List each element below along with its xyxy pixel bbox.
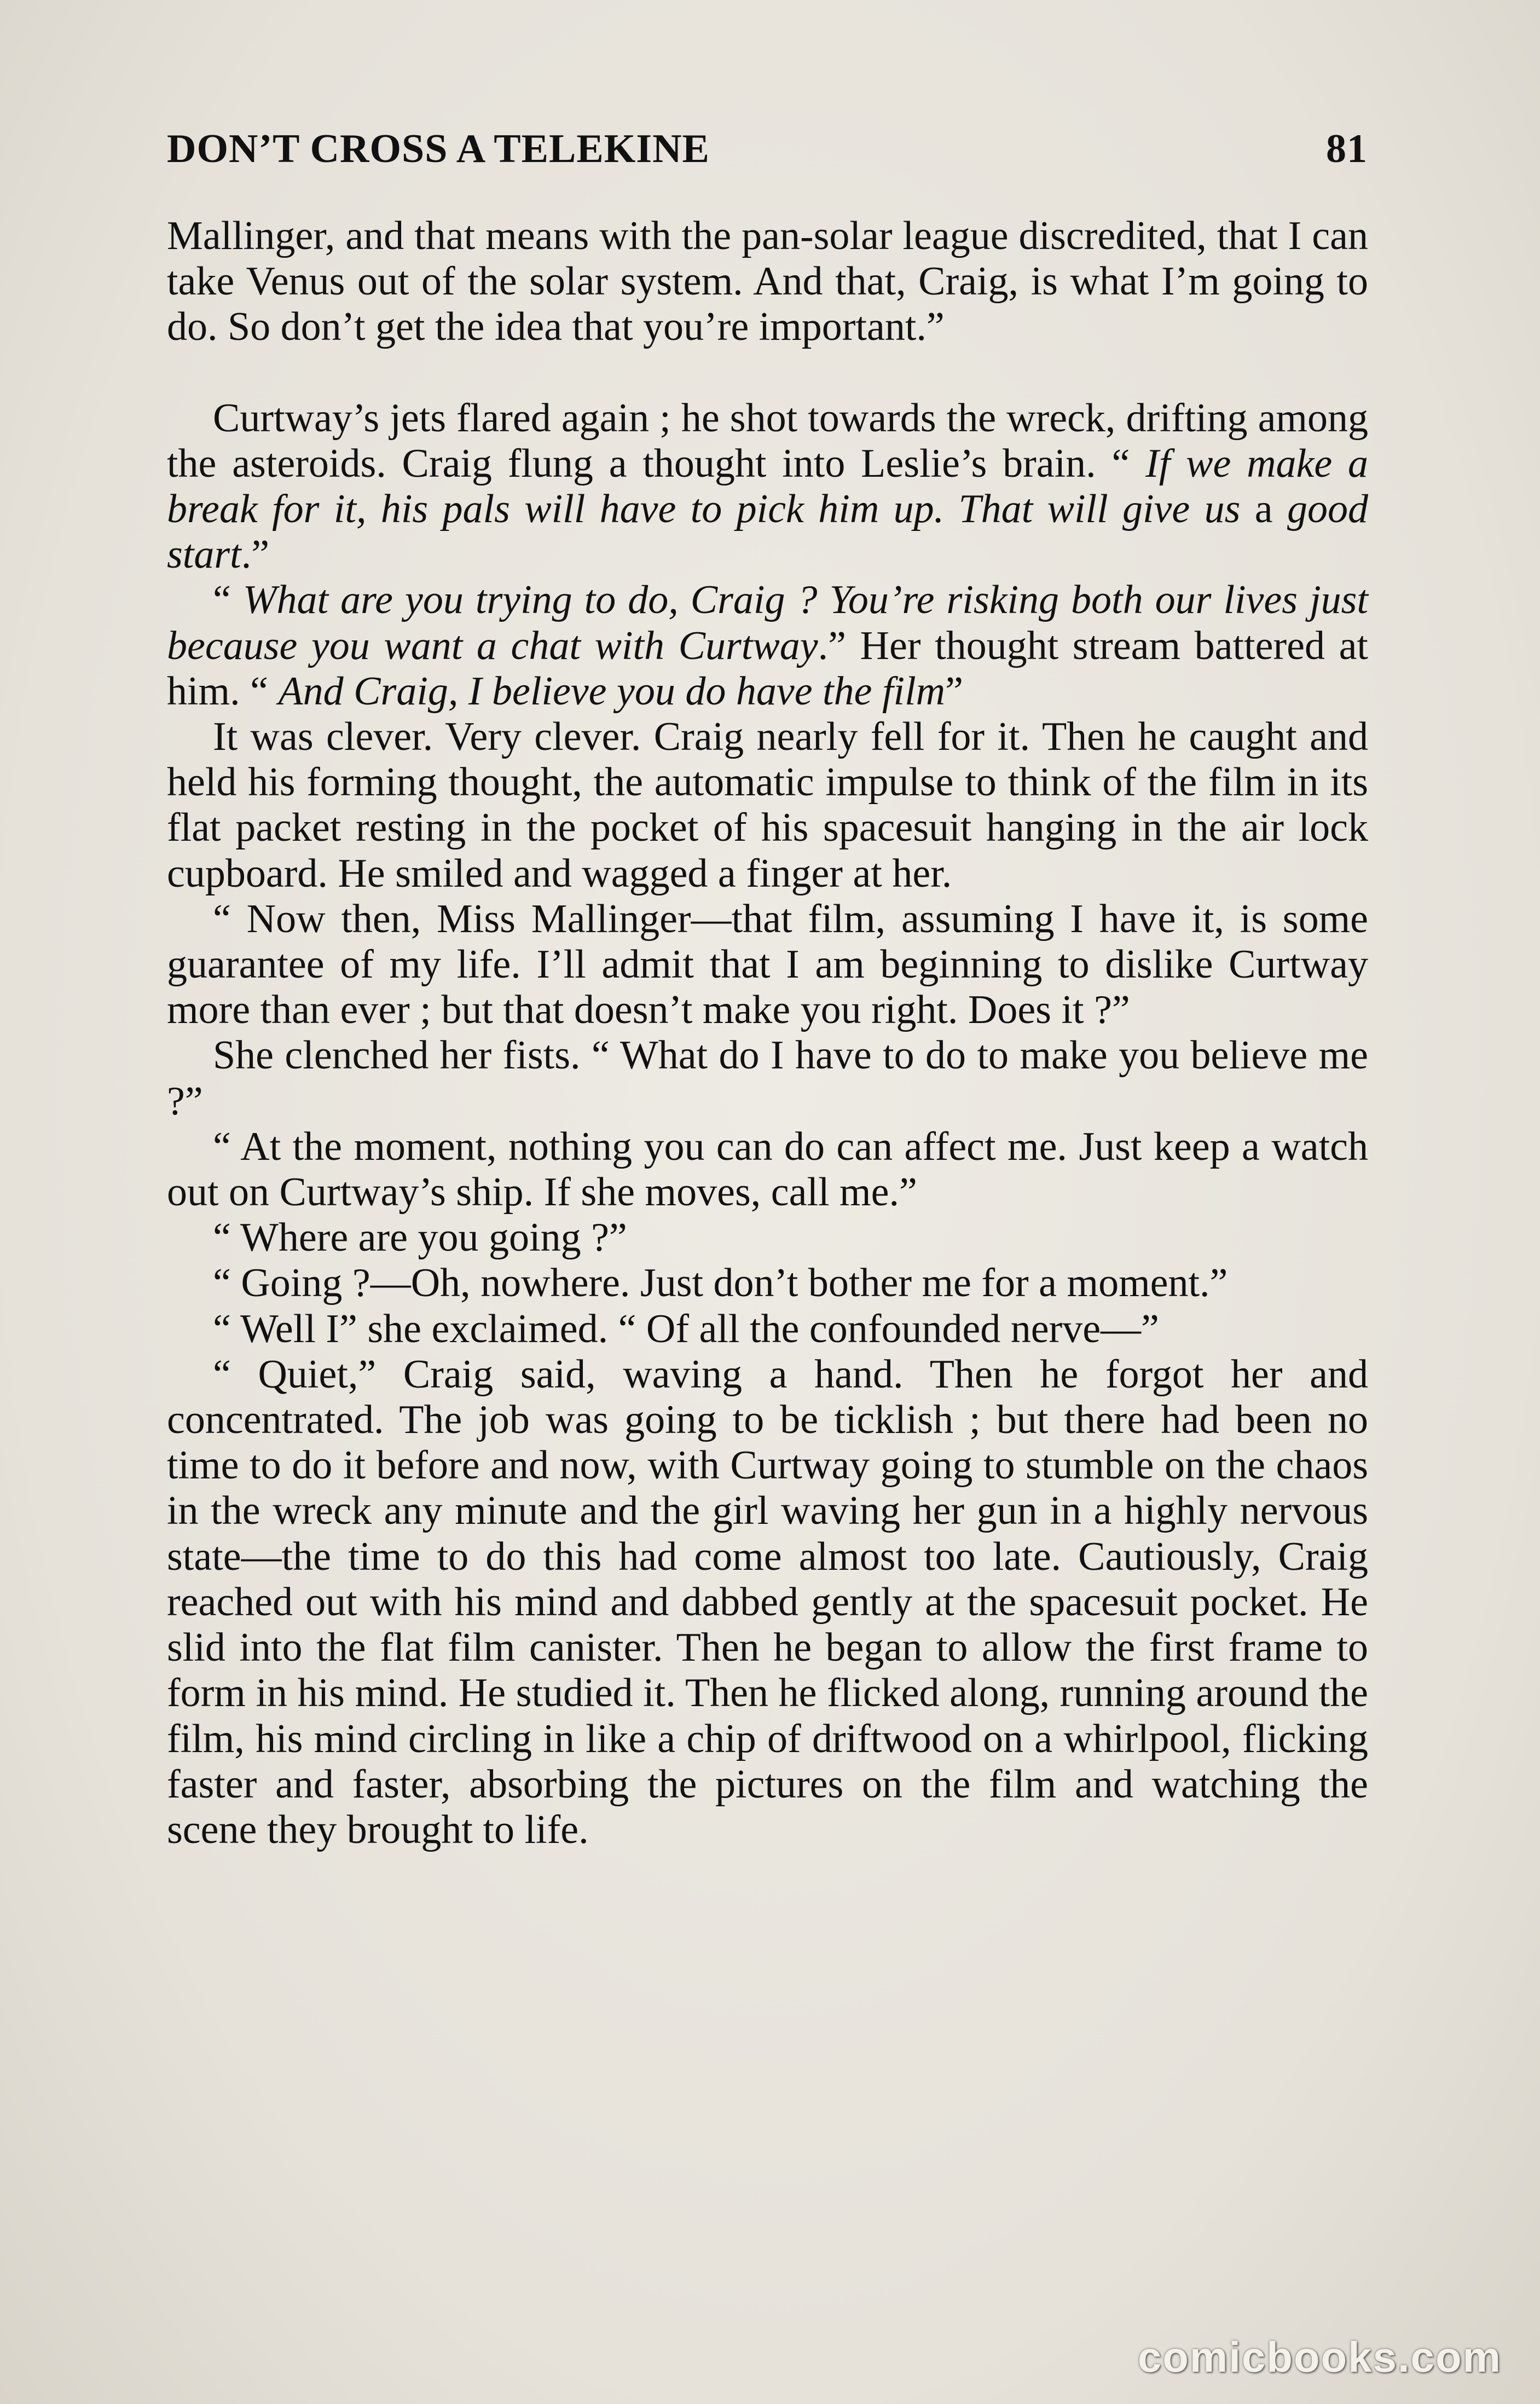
paragraph	[167, 714, 1368, 897]
text-run: It was clever. Very clever. Craig nearly fell for it. Then he caught and held his forming thought, the automatic impulse to think of the film in its flat packet resting in the pocket of his spacesuit hanging in the air lock cupboard. He smiled and wagged a finger at her.	[167, 714, 1368, 896]
text-run: .” Her thought stream battered at him. “	[167, 623, 1368, 714]
text-run: “ Well I” she exclaimed. “ Of all the confounded nerve—”	[213, 1306, 1159, 1351]
paragraph	[167, 897, 1368, 1033]
paragraph	[167, 577, 1368, 714]
text-run: a	[1240, 487, 1287, 532]
text-run: “ Quiet,” Craig said, waving a hand. Then he forgot her and concentrated. The job was going to be ticklish ; but there had been no time to do it before and now, with Curtway going to stumble on the chaos in the wreck any minute and the girl waving her gun in a highly nervous state—the time to do this had come almost too late. Cautiously, Craig reached out with his mind and dabbed gently at the spacesuit pocket. He slid into the flat film canister. Then he began to allow the first frame to form in his mind. He studied it. Then he flicked along, running around the film, his mind circling in like a chip of driftwood on a whirlpool, flicking faster and faster, absorbing the pictures on the film and watching the scene they brought to life.	[167, 1351, 1368, 1852]
paragraph	[167, 396, 1368, 578]
text-run: “ At the moment, nothing you can do can affect me. Just keep a watch out on Curtway’s ship. If she moves, call me.”	[167, 1124, 1368, 1215]
paragraph-gap	[167, 350, 1368, 396]
text-run: “ Where are you going ?”	[213, 1215, 627, 1261]
text-run: ”	[945, 668, 963, 714]
italic-text-run: good start	[167, 487, 1368, 577]
page-number: 81	[1326, 126, 1368, 171]
paragraph	[167, 1307, 1368, 1352]
text-run: “	[213, 577, 243, 623]
text-run: Mallinger, and that means with the pan-solar league discredited, that I can take Venus out of the solar system. And that, Craig, is what I’m going to do. So don’t get the idea that you’re important.”	[167, 213, 1368, 350]
page-header	[167, 122, 1368, 176]
italic-text-run: And Craig, I believe you do have the film	[278, 668, 946, 714]
paragraph	[167, 1124, 1368, 1215]
body-text	[167, 213, 1368, 1853]
text-run: “ Going ?—Oh, nowhere. Just don’t bother me for a moment.”	[213, 1261, 1228, 1306]
paragraph	[167, 1033, 1368, 1124]
text-run: .”	[241, 532, 270, 577]
paragraph	[167, 1215, 1368, 1261]
paragraph	[167, 1352, 1368, 1853]
paragraph	[167, 1261, 1368, 1306]
watermark: comicbooks.com	[1137, 2333, 1502, 2381]
text-run: She clenched her fists. “ What do I have to do to make you believe me ?”	[167, 1033, 1368, 1124]
italic-text-run: If we make a break for it, his pals will have to pick him up. That will give us	[167, 441, 1368, 532]
text-run: Curtway’s jets flared again ; he shot towards the wreck, drifting among the asteroids. Craig flung a thought into Leslie’s brain. “	[167, 395, 1368, 486]
running-title: DON’T CROSS A TELEKINE	[167, 126, 710, 171]
paragraph	[167, 213, 1368, 350]
italic-text-run: What are you trying to do, Craig ? You’re risking both our lives just because you want a chat with Curtway	[167, 577, 1368, 668]
text-run: “ Now then, Miss Mallinger—that film, assuming I have it, is some guarantee of my life. I’ll admit that I am beginning to dislike Curtway more than ever ; but that doesn’t make you right. Does it ?”	[167, 896, 1368, 1033]
